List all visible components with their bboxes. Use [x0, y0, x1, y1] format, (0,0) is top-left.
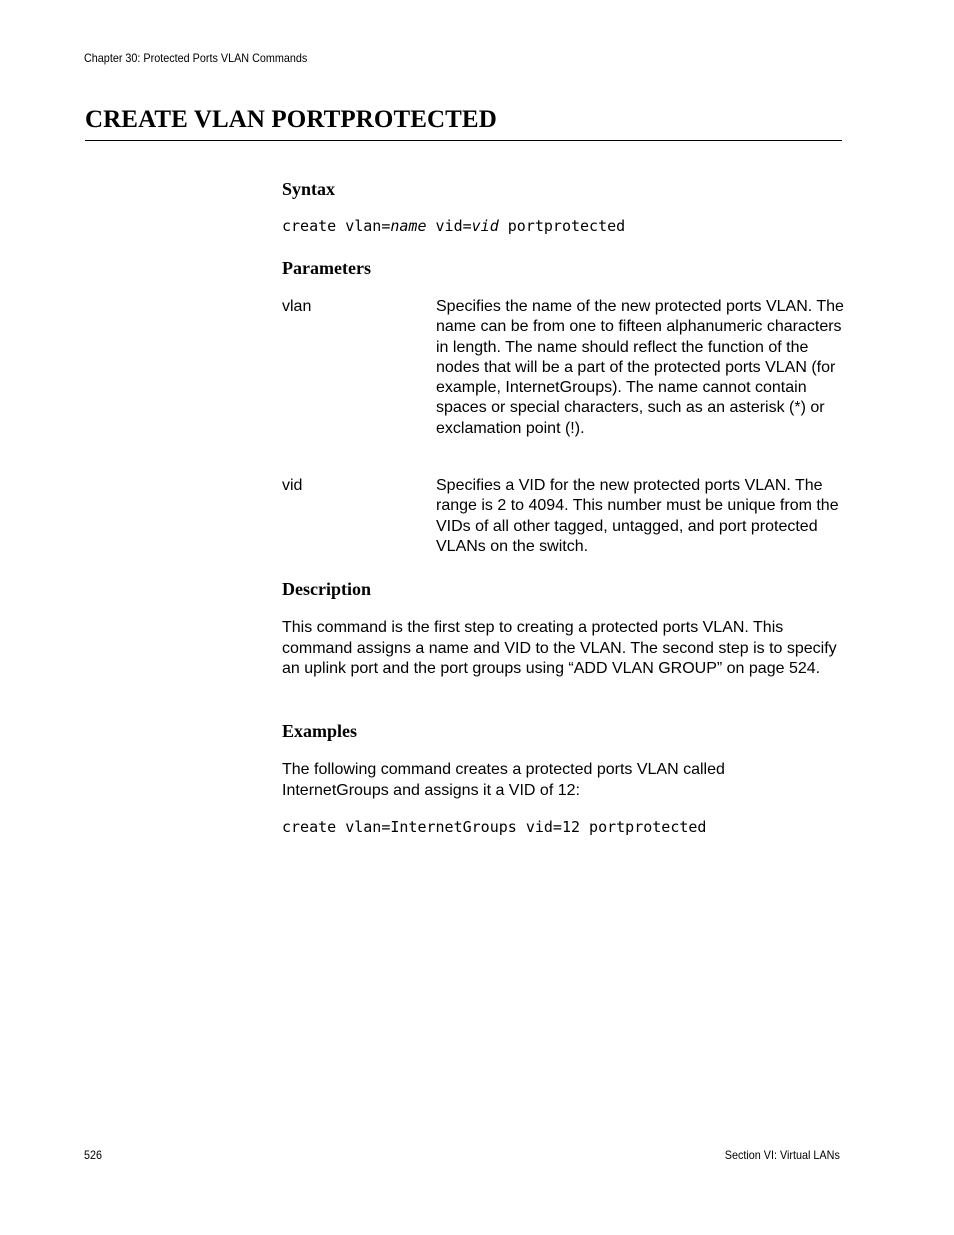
param-name-vid: vid [282, 477, 303, 494]
parameters-heading: Parameters [282, 258, 371, 278]
examples-heading: Examples [282, 721, 358, 741]
param-name-vlan: vlan [282, 298, 312, 315]
footer-section: Section VI: Virtual LANs [724, 1148, 840, 1162]
syntax-var-vid: vid [471, 217, 499, 235]
page-title: CREATE VLAN PORTPROTECTED [85, 106, 497, 133]
syntax-command-start: create vlan= [282, 217, 391, 235]
syntax-heading: Syntax [282, 179, 336, 199]
running-header: Chapter 30: Protected Ports VLAN Commands [84, 51, 308, 65]
syntax-command-mid: vid= [426, 217, 472, 235]
example-command: create vlan=InternetGroups vid=12 portprotected [282, 818, 707, 836]
syntax-command-end: portprotected [498, 217, 626, 235]
param-desc-vid: Specifies a VID for the new protected ports VLAN. The range is 2 to 4094. This number must be unique from the VIDs of all other tagged, untagged, and port protected VLANs on the switch. [436, 477, 839, 555]
syntax-var-name: name [390, 217, 427, 235]
syntax-command [282, 217, 625, 235]
examples-text: The following command creates a protected ports VLAN called InternetGroups and assigns it a VID of 12: [282, 761, 725, 799]
description-text: This command is the first step to creating a protected ports VLAN. This command assigns a name and VID to the VLAN. The second step is to specify an uplink port and the port groups using “ADD VLAN GROUP” on page 524. [282, 619, 837, 677]
page-number: 526 [84, 1148, 103, 1162]
param-desc-vlan: Specifies the name of the new protected ports VLAN. The name can be from one to fifteen alphanumeric characters in length. The name should reflect the function of the nodes that will be a part of the protected ports VLAN (for example, InternetGroups). The name cannot contain spaces or special characters, such as an asterisk (*) or exclamation point (!). [436, 298, 844, 437]
title-rule [85, 140, 842, 141]
description-heading: Description [282, 579, 371, 599]
